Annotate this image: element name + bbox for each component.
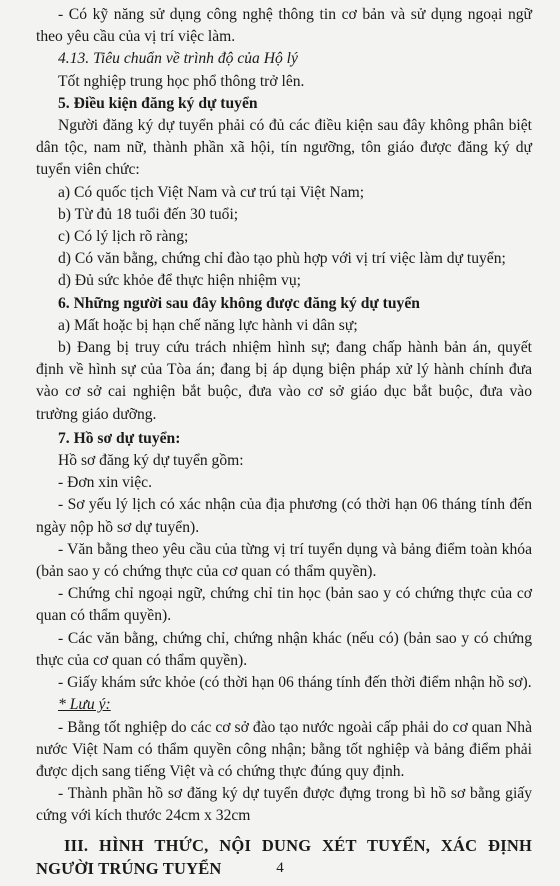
note-item-1: - Bằng tốt nghiệp do các cơ sở đào tạo nước ngoài cấp phải do cơ quan Nhà nước Việt Nam có thẩm quyền công nhận; bằng tốt nghiệp và bảng điểm phải được dịch sang tiếng Việt và có chứng thực đúng quy định. [36,718,532,780]
exclusion-b: b) Đang bị truy cứu trách nhiệm hình sự; đang chấp hành bản án, quyết định về hình sự của Tòa án; đang bị áp dụng biện pháp xử lý hành chính đưa vào cơ sở cai nghiện bắt buộc, đưa vào cơ sở giáo dục bắt buộc, đưa vào trường giáo dưỡng. [36,339,532,423]
dossier-item-4: - Chứng chỉ ngoại ngữ, chứng chỉ tin học (bản sao y có chứng thực của cơ quan có thẩm quyền). [36,585,532,625]
condition-b: b) Từ đủ 18 tuổi đến 30 tuổi; [58,205,239,223]
dossier-item-5: - Các văn bằng, chứng chỉ, chứng nhận khác (nếu có) (bản sao y có chứng thực của cơ quan có thẩm quyền). [36,629,532,669]
paragraph-skills: - Có kỹ năng sử dụng công nghệ thông tin cơ bản và sử dụng ngoại ngữ theo yêu cầu của vị trí việc làm. [36,6,532,46]
note-heading: * Lưu ý: [58,696,111,714]
condition-d2: d) Đủ sức khỏe để thực hiện nhiệm vụ; [58,272,301,290]
dossier-item-6: - Giấy khám sức khỏe (có thời hạn 06 tháng tính đến thời điểm nhận hồ sơ). [58,674,532,692]
paragraph-conditions-intro: Người đăng ký dự tuyển phải có đủ các điều kiện sau đây không phân biệt dân tộc, nam nữ, thành phần xã hội, tín ngưỡng, tôn giáo được đăng ký dự tuyển viên chức: [36,117,532,179]
note-item-2: - Thành phần hồ sơ đăng ký dự tuyển được đựng trong bì hồ sơ bằng giấy cứng với kích thước 24cm x 32cm [36,785,532,825]
subheading-413: 4.13. Tiêu chuẩn về trình độ của Hộ lý [58,50,298,68]
section-heading-6: 6. Những người sau đây không được đăng ký dự tuyển [58,294,420,312]
section-heading-5: 5. Điều kiện đăng ký dự tuyển [58,94,258,112]
section-heading-III: III. HÌNH THỨC, NỘI DUNG XÉT TUYỂN, XÁC ĐỊNH NGƯỜI TRÚNG TUYỂN [36,835,532,878]
dossier-item-2: - Sơ yếu lý lịch có xác nhận của địa phương (có thời hạn 06 tháng tính đến ngày nộp hồ sơ dự tuyển). [36,496,532,536]
dossier-item-1: - Đơn xin việc. [58,474,152,492]
page-number: 4 [276,860,284,876]
condition-d1: d) Có văn bằng, chứng chỉ đào tạo phù hợp với vị trí việc làm dự tuyển; [58,250,506,268]
condition-c: c) Có lý lịch rõ ràng; [58,228,189,246]
dossier-intro: Hồ sơ đăng ký dự tuyển gồm: [58,452,244,470]
section-heading-7: 7. Hồ sơ dự tuyển: [58,429,181,447]
dossier-item-3: - Văn bằng theo yêu cầu của từng vị trí tuyển dụng và bảng điểm toàn khóa (bản sao y có chứng thực của cơ quan có thẩm quyền). [36,540,532,581]
exclusion-a: a) Mất hoặc bị hạn chế năng lực hành vi dân sự; [58,316,358,334]
paragraph-education: Tốt nghiệp trung học phổ thông trở lên. [58,72,305,90]
condition-a: a) Có quốc tịch Việt Nam và cư trú tại Việt Nam; [58,183,365,201]
